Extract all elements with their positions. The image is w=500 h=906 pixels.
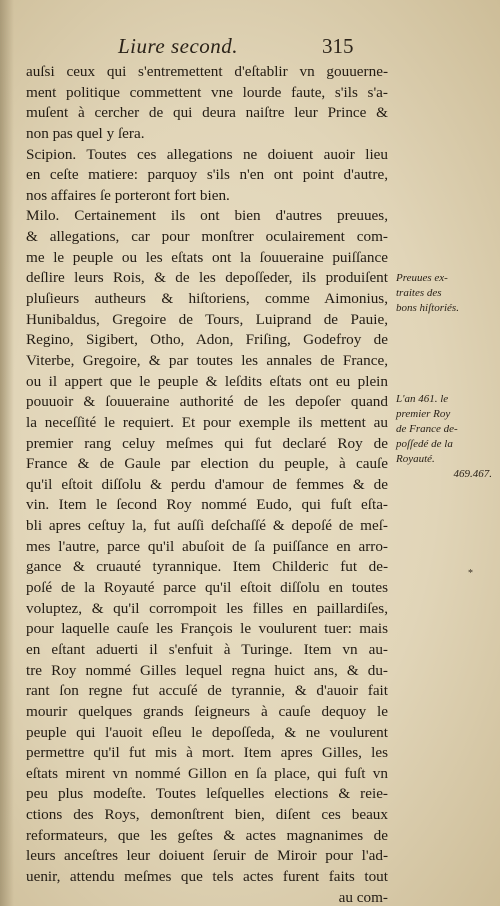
text-line: ctions des Roys, demonſtrent bien, diſent ces beaux	[26, 806, 388, 824]
margin-note-line: 469.467.	[453, 468, 492, 480]
margin-note-line: de France de-	[396, 423, 458, 435]
running-head: Liure second.	[118, 34, 239, 58]
text-line: auſsi ceux qui s'entremettent d'eſtablir vn gouuerne-	[26, 63, 388, 80]
margin-note-premier-roy	[396, 392, 496, 482]
text-line: vin. Item le ſecond Roy nommé Eudo, qui fuſt eſta-	[26, 496, 388, 514]
text-line: premier rang celuy meſmes qui fut declaré Roy de	[26, 434, 388, 452]
text-line: gance & cruauté tyrannique. Item Childeric fut de-	[26, 558, 388, 576]
margin-note-line: Royauté.	[396, 453, 435, 465]
text-line: permettre qu'il fut mis à mort. Item apres Gilles, les	[26, 744, 388, 762]
page-header	[0, 34, 500, 60]
margin-note-line: Preuues ex-	[396, 272, 448, 284]
margin-note-line: L'an 461. le	[396, 393, 449, 405]
text-line: uenir, attendu meſmes que tels actes furent faits tout	[26, 867, 388, 885]
margin-note-line: bons hiſtoriés.	[396, 302, 459, 314]
text-line: mes l'autre, parce qu'il abuſoit de ſa puiſſance en arro-	[26, 537, 388, 555]
text-line: voluptez, & qu'il corrompoit les filles en paillardiſes,	[26, 599, 388, 617]
margin-mark: *	[468, 568, 473, 579]
text-line: eſtats mirent vn nommé Gillon en ſa place, qui fuſt vn	[26, 764, 388, 782]
text-line: en ceſte matiere: parquoy s'ils n'en ont point d'autre,	[26, 166, 388, 184]
margin-note-line: poſſedé de la	[396, 438, 453, 450]
text-line: Regino, Sigibert, Otho, Adon, Friſing, Godefroy de	[26, 331, 388, 349]
margin-note-preuues	[396, 271, 496, 316]
text-line: Hunibaldus, Gregoire de Tours, Luiprand de Pauie,	[26, 310, 388, 328]
text-line: Milo. Certainement ils ont bien d'autres preuues,	[26, 207, 388, 225]
text-line: pluſieurs autheurs & hiſtoriens, comme Aimonius,	[26, 290, 388, 308]
text-line: bli apres ceſtuy la, fut auſſi deſchaſſé & depoſé de meſ-	[26, 517, 388, 535]
text-line: ment politique commettent vne lourde faute, s'ils s'a-	[26, 83, 388, 101]
text-line: poſé de la Royauté parce qu'il eſtoit diſſolu en toutes	[26, 579, 388, 597]
margin-note-line: premier Roy	[396, 408, 451, 420]
text-line: mourir quelques grands ſeigneurs à cauſe dequoy le	[26, 702, 388, 720]
page-number: 315	[322, 34, 354, 58]
text-line: la neceſſité le requiert. Et pour exemple ils mettent au	[26, 413, 388, 431]
text-line: pouuoir & ſouueraine authorité de les depoſer quand	[26, 393, 388, 411]
text-line: deſlire leurs Rois, & de les depoſſeder, ils produiſent	[26, 269, 388, 287]
text-line: leurs anceſtres leur doiuent ſeruir de Miroir pour l'ad-	[26, 847, 388, 865]
text-line: non pas quel y ſera.	[26, 124, 145, 142]
text-line: me le peuple ou les eſtats ont la ſouueraine puiſſance	[26, 248, 388, 266]
text-line: qu'il eſtoit diſſolu & perdu d'amour de femmes & de	[26, 475, 388, 493]
text-line: peuple qui l'auoit eſleu le depoſſeda, & ne voulurent	[26, 723, 388, 741]
text-line: France & de Gaule par election du peuple, à cauſe	[26, 455, 388, 473]
text-line: & allegations, car pour monſtrer oculairement com-	[26, 228, 388, 246]
text-line: peu plus modeſte. Toutes leſquelles elections & reie-	[26, 785, 388, 803]
text-line: pour laquelle cauſe les François le voulurent tuer: mais	[26, 620, 388, 638]
text-line: en eſtant aduerti il s'enfuit à Turinge. Item vn au-	[26, 640, 388, 658]
margin-note-line: traites des	[396, 287, 442, 299]
text-line: reformateurs, que les geſtes & actes magnanimes de	[26, 826, 388, 844]
text-line: Scipion. Toutes ces allegations ne doiuent auoir lieu	[26, 145, 388, 163]
text-line: nos affaires ſe porteront fort bien.	[26, 186, 230, 204]
binding-shadow	[0, 0, 14, 906]
text-line: rant ſon regne fut accuſé de tyrannie, & d'auoir fait	[26, 682, 388, 700]
text-line: ou il appert que le peuple & leſdits eſtats ont eu plein	[26, 372, 388, 390]
text-line: Viterbe, Gregoire, & par toutes les annales de France,	[26, 351, 388, 369]
body-text	[26, 62, 388, 906]
text-line: tre Roy nommé Gilles lequel regna huict ans, & du-	[26, 661, 388, 679]
text-line: muſent à cercher de qui deura naiſtre leur Prince &	[26, 104, 388, 122]
catchword: au com-	[338, 888, 388, 906]
